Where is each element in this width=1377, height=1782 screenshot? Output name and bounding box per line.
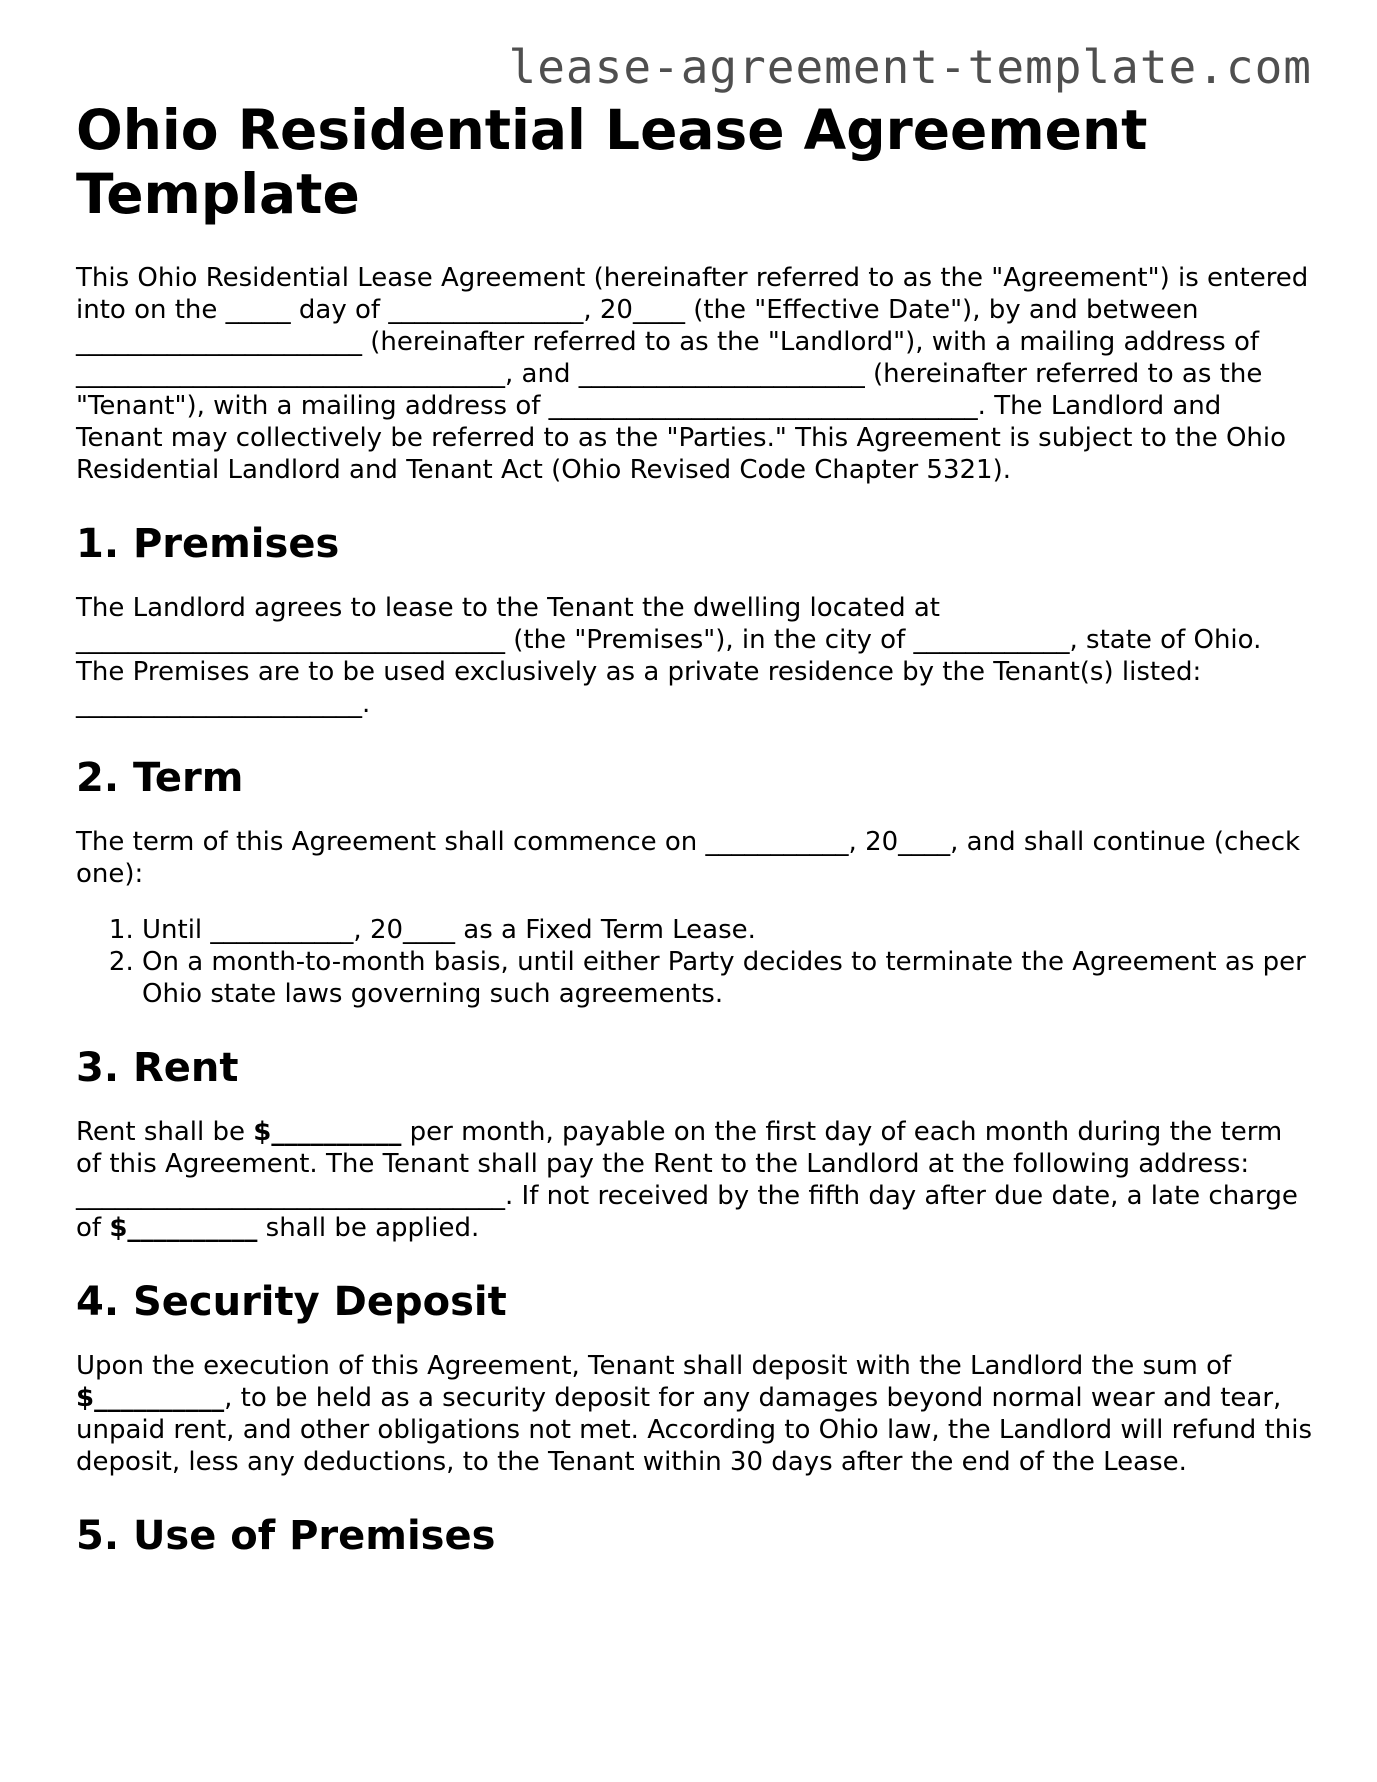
deposit-text-prefix: Upon the execution of this Agreement, Tenant shall deposit with the Landlord the sum of xyxy=(76,1351,1232,1381)
watermark: lease-agreement-template.com xyxy=(508,40,1312,94)
deposit-text-suffix: , to be held as a security deposit for any damages beyond normal wear and tear, unpaid rent, and other obligations not met. According to Ohio law, the Landlord will refund this deposit, less any deductions, to the Tenant within 30 days after the end of the Lease. xyxy=(76,1383,1313,1477)
section-heading-term: 2. Term xyxy=(76,755,244,801)
late-charge-blank: $__________ xyxy=(109,1213,258,1243)
section-heading-use: 5. Use of Premises xyxy=(76,1513,496,1559)
section-heading-deposit: 4. Security Deposit xyxy=(76,1279,507,1325)
document-title: Ohio Residential Lease Agreement Template xyxy=(76,98,1148,226)
document-body xyxy=(76,262,1312,1584)
section-body-deposit xyxy=(76,1350,1312,1478)
rent-amount-blank: $__________ xyxy=(253,1117,402,1147)
term-option-fixed: 1. Until ___________, 20____ as a Fixed Term Lease. xyxy=(142,914,1312,946)
intro-paragraph: This Ohio Residential Lease Agreement (hereinafter referred to as the "Agreement") is entered into on the _____ day of _______________, 20____ (the "Effective Date"), by and between ______________________ (hereinafter referred to as the "Landlord"), with a mailing address of _________________________________, and ______________________ (hereinafter referred to as the "Tenant"), with a mailing address of _________________________________. The Landlord and Tenant may collectively be referred to as the "Parties." This Agreement is subject to the Ohio Residential Landlord and Tenant Act (Ohio Revised Code Chapter 5321). xyxy=(76,263,1309,485)
section-heading-premises: 1. Premises xyxy=(76,521,340,567)
term-options-list xyxy=(76,914,1312,1010)
deposit-amount-blank: $__________ xyxy=(76,1383,225,1413)
term-option-monthly: 2. On a month-to-month basis, until either Party decides to terminate the Agreement as per Ohio state laws governing such agreements. xyxy=(142,946,1312,1010)
section-body-term: The term of this Agreement shall commence on ___________, 20____, and shall continue (check one): xyxy=(76,827,1301,889)
rent-text-suffix: shall be applied. xyxy=(257,1213,480,1243)
rent-text-middle: per month, payable on the first day of each month during the term of this Agreement. The Tenant shall pay the Rent to the Landlord at the following address: _________________________________. If not received by the fifth day after due date, a late charge of xyxy=(76,1117,1298,1243)
section-body-rent xyxy=(76,1116,1312,1244)
section-heading-rent: 3. Rent xyxy=(76,1045,239,1091)
rent-text-prefix: Rent shall be xyxy=(76,1117,254,1147)
section-body-premises: The Landlord agrees to lease to the Tenant the dwelling located at _________________________________ (the "Premises"), in the city of ____________, state of Ohio. The Premises are to be used exclusively as a private residence by the Tenant(s) listed: ______________________. xyxy=(76,593,1262,719)
